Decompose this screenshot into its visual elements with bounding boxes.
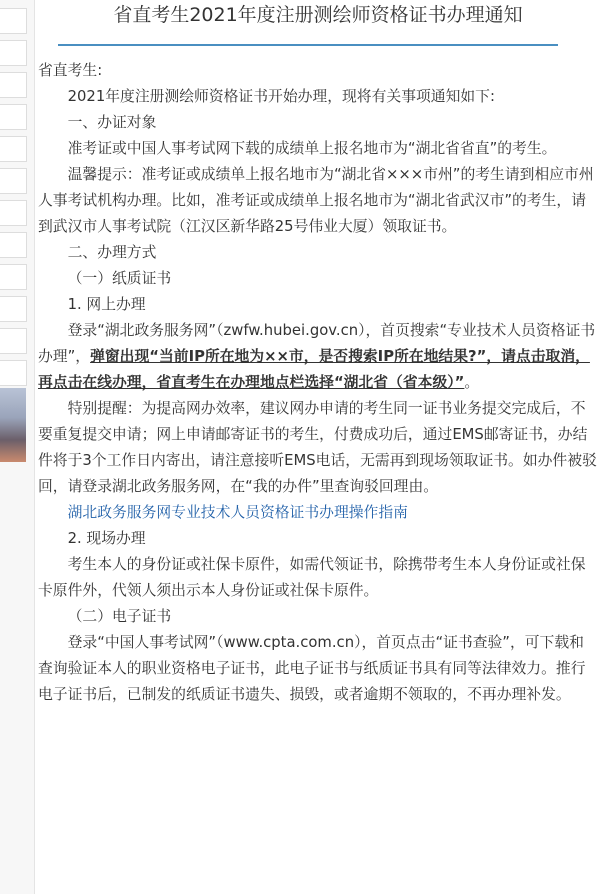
sidebar-slot[interactable] bbox=[0, 200, 27, 226]
sidebar-slot[interactable] bbox=[0, 360, 27, 386]
onsite-paragraph: 考生本人的身份证或社保卡原件，如需代领证书，除携带考生本人身份证或社保卡原件外，代领人须出示本人身份证或社保卡原件。 bbox=[38, 556, 586, 599]
sidebar-photo bbox=[0, 388, 26, 462]
popup-warning-text: 弹窗出现“当前IP所在地为××市，是否搜索IP所在地结果?”，请点击取消，再点击在线办理，省直考生在办理地点栏选择“湖北省（省本级）” bbox=[38, 348, 590, 391]
notice-article bbox=[38, 0, 598, 708]
eligibility-paragraph: 准考证或中国人事考试网下载的成绩单上报名地市为“湖北省省直”的考生。 bbox=[67, 140, 557, 157]
sidebar-slot[interactable] bbox=[0, 264, 27, 290]
sidebar-slot[interactable] bbox=[0, 328, 27, 354]
sidebar-slot[interactable] bbox=[0, 136, 27, 162]
sidebar-slot[interactable] bbox=[0, 168, 27, 194]
online-instructions-text: 登录“湖北政务服务网”（zwfw.hubei.gov.cn），首页搜索“专业技术人员资格证书办理”， bbox=[38, 322, 596, 365]
item-heading-online: 1. 网上办理 bbox=[67, 296, 146, 313]
electronic-certificate-paragraph: 登录“中国人事考试网”（www.cpta.com.cn），首页点击“证书查验”，可下载和查询验证本人的职业资格电子证书，此电子证书与纸质证书具有同等法律效力。推行电子证书后，已制发的纸质证书遗失、损毁，或者逾期不领取的，不再办理补发。 bbox=[38, 634, 586, 703]
special-reminder-paragraph: 特别提醒：为提高网办效率，建议网办申请的考生同一证书业务提交完成后，不要重复提交申请；网上申请邮寄证书的考生，付费成功后，通过EMS邮寄证书，办结件将于3个工作日内寄出，请注意接听EMS电话，无需再到现场领取证书。如办件被驳回，请登录湖北政务服务网，在“我的办件”里查询驳回理由。 bbox=[38, 400, 597, 495]
section-heading-method: 二、办理方式 bbox=[67, 244, 157, 261]
sidebar-slot[interactable] bbox=[0, 72, 27, 98]
sidebar-slot[interactable] bbox=[0, 8, 27, 34]
reminder-paragraph: 温馨提示：准考证或成绩单上报名地市为“湖北省×××市州”的考生请到相应市州人事考试机构办理。比如，准考证或成绩单上报名地市为“湖北省武汉市”的考生，请到武汉市人事考试院（江汉区新华路25号伟业大厦）领取证书。 bbox=[38, 166, 594, 235]
left-sidebar-strip bbox=[0, 0, 35, 894]
sidebar-slot[interactable] bbox=[0, 40, 27, 66]
online-instructions-end: 。 bbox=[464, 374, 480, 391]
item-heading-onsite: 2. 现场办理 bbox=[67, 530, 146, 547]
page-title: 省直考生2021年度注册测绘师资格证书办理通知 bbox=[113, 4, 523, 26]
intro-paragraph: 2021年度注册测绘师资格证书开始办理，现将有关事项通知如下: bbox=[67, 88, 495, 105]
guide-link-row bbox=[38, 500, 598, 526]
salutation: 省直考生: bbox=[38, 62, 103, 79]
sidebar-slot[interactable] bbox=[0, 296, 27, 322]
title-divider bbox=[58, 44, 558, 46]
section-heading-eligibility: 一、办证对象 bbox=[67, 114, 157, 131]
online-instructions-paragraph bbox=[38, 318, 598, 396]
sidebar-slot[interactable] bbox=[0, 232, 27, 258]
subheading-electronic-certificate: （二）电子证书 bbox=[67, 608, 172, 625]
sidebar-slot[interactable] bbox=[0, 104, 27, 130]
operation-guide-link[interactable]: 湖北政务服务网专业技术人员资格证书办理操作指南 bbox=[67, 504, 408, 521]
subheading-paper-certificate: （一）纸质证书 bbox=[67, 270, 172, 287]
